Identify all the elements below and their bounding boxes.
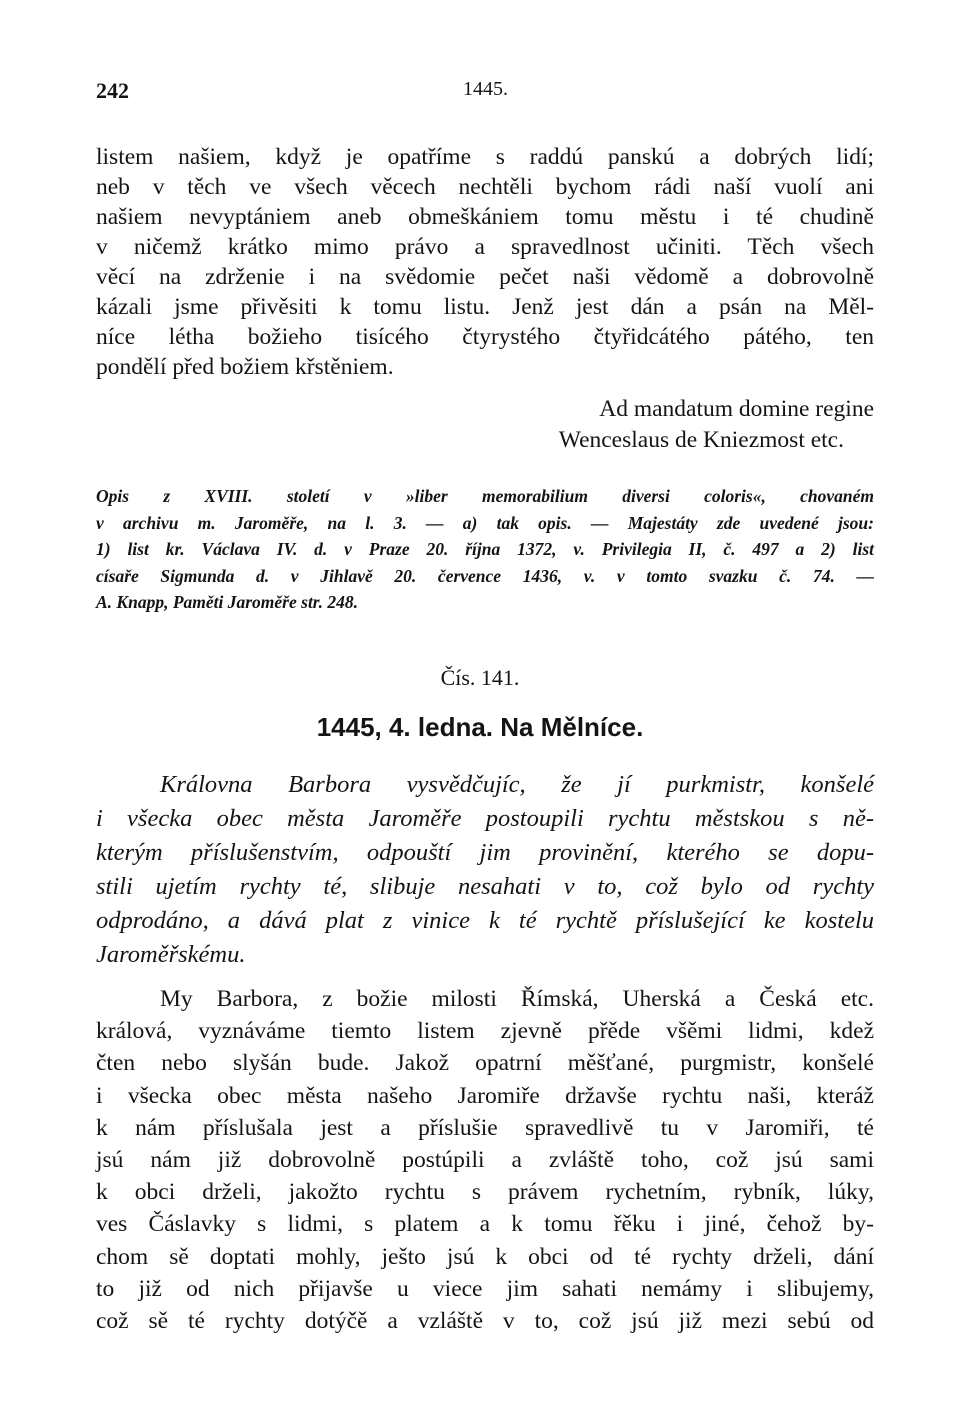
text-line: neb v těch ve všech věcech nechtěli bychom rádi naší vuolí ani <box>96 174 874 200</box>
source-note <box>96 483 874 616</box>
charter-line: ves Čáslavky s lidmi, s platem a k tomu řěku i jiné, čehož by- <box>96 1211 874 1238</box>
text-line: listem našiem, když je opatříme s raddú panskú a dobrých lidí; <box>96 144 874 170</box>
summary-line: odprodáno, a dává plat z vinice k té rychtě příslušející ke kostelu <box>96 907 874 934</box>
text-line: v ničemž krátko mimo právo a spravedlnost učiniti. Těch všech <box>96 234 874 260</box>
page-number: 242 <box>96 78 129 103</box>
charter-line: i všecka obec města našeho Jaromiře državše rychtu naši, kteráž <box>96 1082 874 1109</box>
charter-text <box>96 983 874 1337</box>
charter-line: králová, vyznáváme tiemto listem zjevně přěde všěmi lidmi, kdež <box>96 1018 874 1045</box>
charter-line: což sě té rychty dotýčě a vzláště v to, což jsú již mezi sebú od <box>96 1308 874 1335</box>
text-line: kázali jsme přivěsiti k tomu listu. Jenž jest dán a psán na Měl- <box>96 294 874 320</box>
note-line: císaře Sigmunda d. v Jihlavě 20. července 1436, v. v tomto svazku č. 74. — <box>96 565 874 586</box>
document-summary <box>96 768 874 972</box>
summary-line: i všecka obec města Jaroměře postoupili rychtu městskou s ně- <box>96 805 874 832</box>
document-date-place: 1445, 4. ledna. Na Mělníce. <box>316 712 644 742</box>
summary-line: stili ujetím rychty té, slibuje nesahati v to, což bylo od rychty <box>96 873 874 900</box>
summary-line: Královna Barbora vysvědčujíc, že jí purkmistr, konšelé <box>160 771 874 798</box>
note-line: 1) list kr. Václava IV. d. v Praze 20. října 1372, v. Privilegia II, č. 497 a 2) list <box>96 539 874 559</box>
note-line: A. Knapp, Paměti Jaroměře str. 248. <box>96 592 359 612</box>
note-line: v archivu m. Jaroměře, na l. 3. — a) tak opis. — Majestáty zde uvedené jsou: <box>96 512 874 533</box>
previous-document-ending <box>96 142 874 382</box>
text-line: věcí na zdrženie i na svědomie pečet naši vědomě a dobrovolně <box>96 264 874 290</box>
note-line: Opis z XVIII. století v »liber memorabilium diversi coloris«, chovaném <box>96 486 874 506</box>
text-line: pondělí před božiem křstěniem. <box>96 354 394 380</box>
signature-line-mandate: Ad mandatum domine regine <box>599 396 874 422</box>
charter-line: k obci drželi, jakožto rychtu s právem rychetním, rybník, lúky, <box>96 1179 874 1206</box>
summary-line: Jaroměřskému. <box>96 941 246 968</box>
charter-line: čten nebo slyšán bude. Jakož opatrní měšťané, purgmistr, konšelé <box>96 1050 874 1077</box>
document-number: Čís. 141. <box>440 665 520 690</box>
charter-line: jsú nám již dobrovolně postúpili a zvláště toho, což jsú sami <box>96 1147 874 1174</box>
charter-line: k nám příslušala jest a příslušie spravedlivě tu v Jaromiři, té <box>96 1114 874 1141</box>
summary-line: kterým příslušenstvím, odpouští jim provinění, kterého se dopu- <box>96 839 874 866</box>
text-line: níce létha božieho tisícého čtyrystého čtyřidcátého pátého, ten <box>96 324 874 350</box>
signature-line-scribe: Wenceslaus de Kniezmost etc. <box>558 427 844 453</box>
charter-line: chom sě doptati mohly, ješto jsú k obci od té rychty drželi, dání <box>96 1243 874 1270</box>
charter-line: to již od nich přijavše u viece jim sahati nemámy i slibujemy, <box>96 1275 874 1302</box>
text-line: našiem nevyptániem aneb obmeškániem tomu městu i té chudině <box>96 204 874 230</box>
page-header <box>96 78 876 108</box>
running-head-year: 1445. <box>463 78 508 100</box>
charter-line: My Barbora, z božie milosti Římská, Uherská a Česká etc. <box>160 986 874 1012</box>
